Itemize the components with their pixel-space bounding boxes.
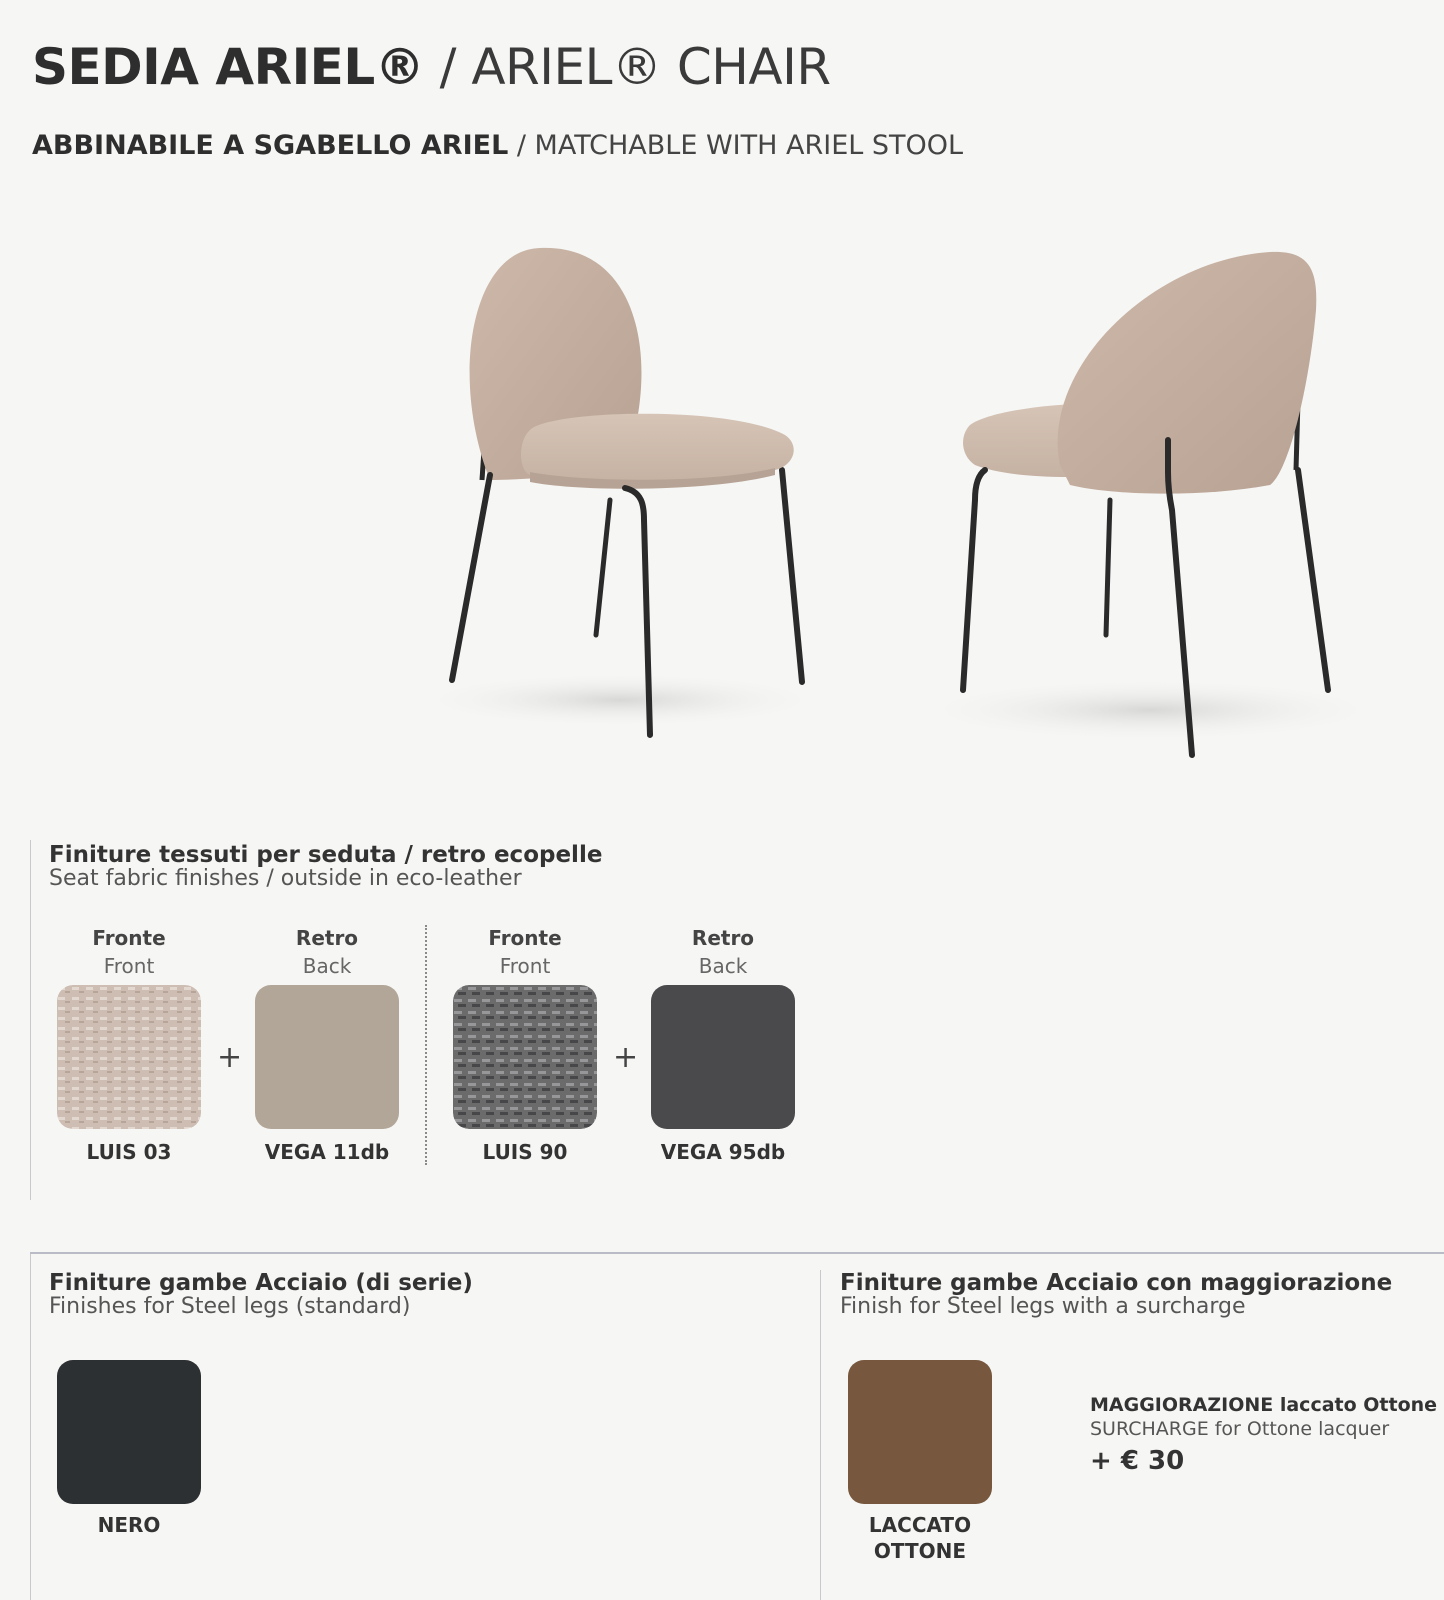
column-head-english: Back (698, 954, 748, 978)
leg-swatch-laccato-ottone (848, 1360, 992, 1504)
leg-swatch-nero (57, 1360, 201, 1504)
column-head-english: Back (302, 954, 352, 978)
swatch-label (840, 1512, 1000, 1564)
swatch-label: LUIS 90 (482, 1140, 568, 1164)
swatch-label: LUIS 03 (86, 1140, 172, 1164)
plus-sign: + (613, 1040, 639, 1075)
pair-divider (425, 925, 427, 1165)
fabric-swatch-vega-95db (651, 985, 795, 1129)
fabric-column-header (445, 926, 605, 978)
title-english: ARIEL® CHAIR (471, 38, 831, 96)
chair-product-image (430, 230, 1390, 790)
swatch-label-line: LACCATO (868, 1513, 972, 1537)
fabric-column-header (49, 926, 209, 978)
legs-standard-left-rule (30, 1254, 31, 1600)
legs-surcharge-subtitle: Finish for Steel legs with a surcharge (840, 1294, 1246, 1319)
plus-sign: + (217, 1040, 243, 1075)
swatch-label-line: OTTONE (873, 1539, 967, 1563)
surcharge-note-subtitle: SURCHARGE for Ottone lacquer (1090, 1418, 1390, 1440)
legs-standard-subtitle: Finishes for Steel legs (standard) (49, 1294, 411, 1319)
column-head-italian: Fronte (488, 926, 562, 950)
page-subtitle (32, 130, 963, 161)
swatch-label: VEGA 11db (264, 1140, 390, 1164)
subtitle-english: MATCHABLE WITH ARIEL STOOL (534, 130, 964, 161)
legs-surcharge-left-rule (820, 1270, 821, 1600)
section-divider (30, 1252, 1444, 1254)
legs-standard-title: Finiture gambe Acciaio (di serie) (49, 1270, 473, 1296)
fabric-column-header (247, 926, 407, 978)
column-head-english: Front (103, 954, 155, 978)
surcharge-price: + € 30 (1090, 1446, 1185, 1476)
fabric-section-title: Finiture tessuti per seduta / retro ecopelle (49, 842, 603, 868)
fabric-swatch-vega-11db (255, 985, 399, 1129)
fabric-swatch-luis-90 (453, 985, 597, 1129)
fabric-column-header (643, 926, 803, 978)
title-italian: SEDIA ARIEL® (32, 38, 425, 96)
surcharge-note-title: MAGGIORAZIONE laccato Ottone (1090, 1394, 1438, 1416)
legs-surcharge-title: Finiture gambe Acciaio con maggiorazione (840, 1270, 1393, 1296)
column-head-italian: Fronte (92, 926, 166, 950)
subtitle-italian: ABBINABILE A SGABELLO ARIEL (32, 130, 509, 161)
column-head-english: Front (499, 954, 551, 978)
swatch-label: NERO (97, 1513, 161, 1537)
title-separator: / (424, 38, 472, 96)
column-head-italian: Retro (295, 926, 359, 950)
swatch-label: VEGA 95db (660, 1140, 786, 1164)
chair-front-view (452, 248, 802, 735)
fabric-section-left-rule (30, 840, 31, 1200)
column-head-italian: Retro (691, 926, 755, 950)
page-title (32, 38, 831, 96)
fabric-section-subtitle: Seat fabric finishes / outside in eco-leather (49, 866, 522, 891)
fabric-swatch-luis-03 (57, 985, 201, 1129)
subtitle-separator: / (508, 130, 535, 161)
